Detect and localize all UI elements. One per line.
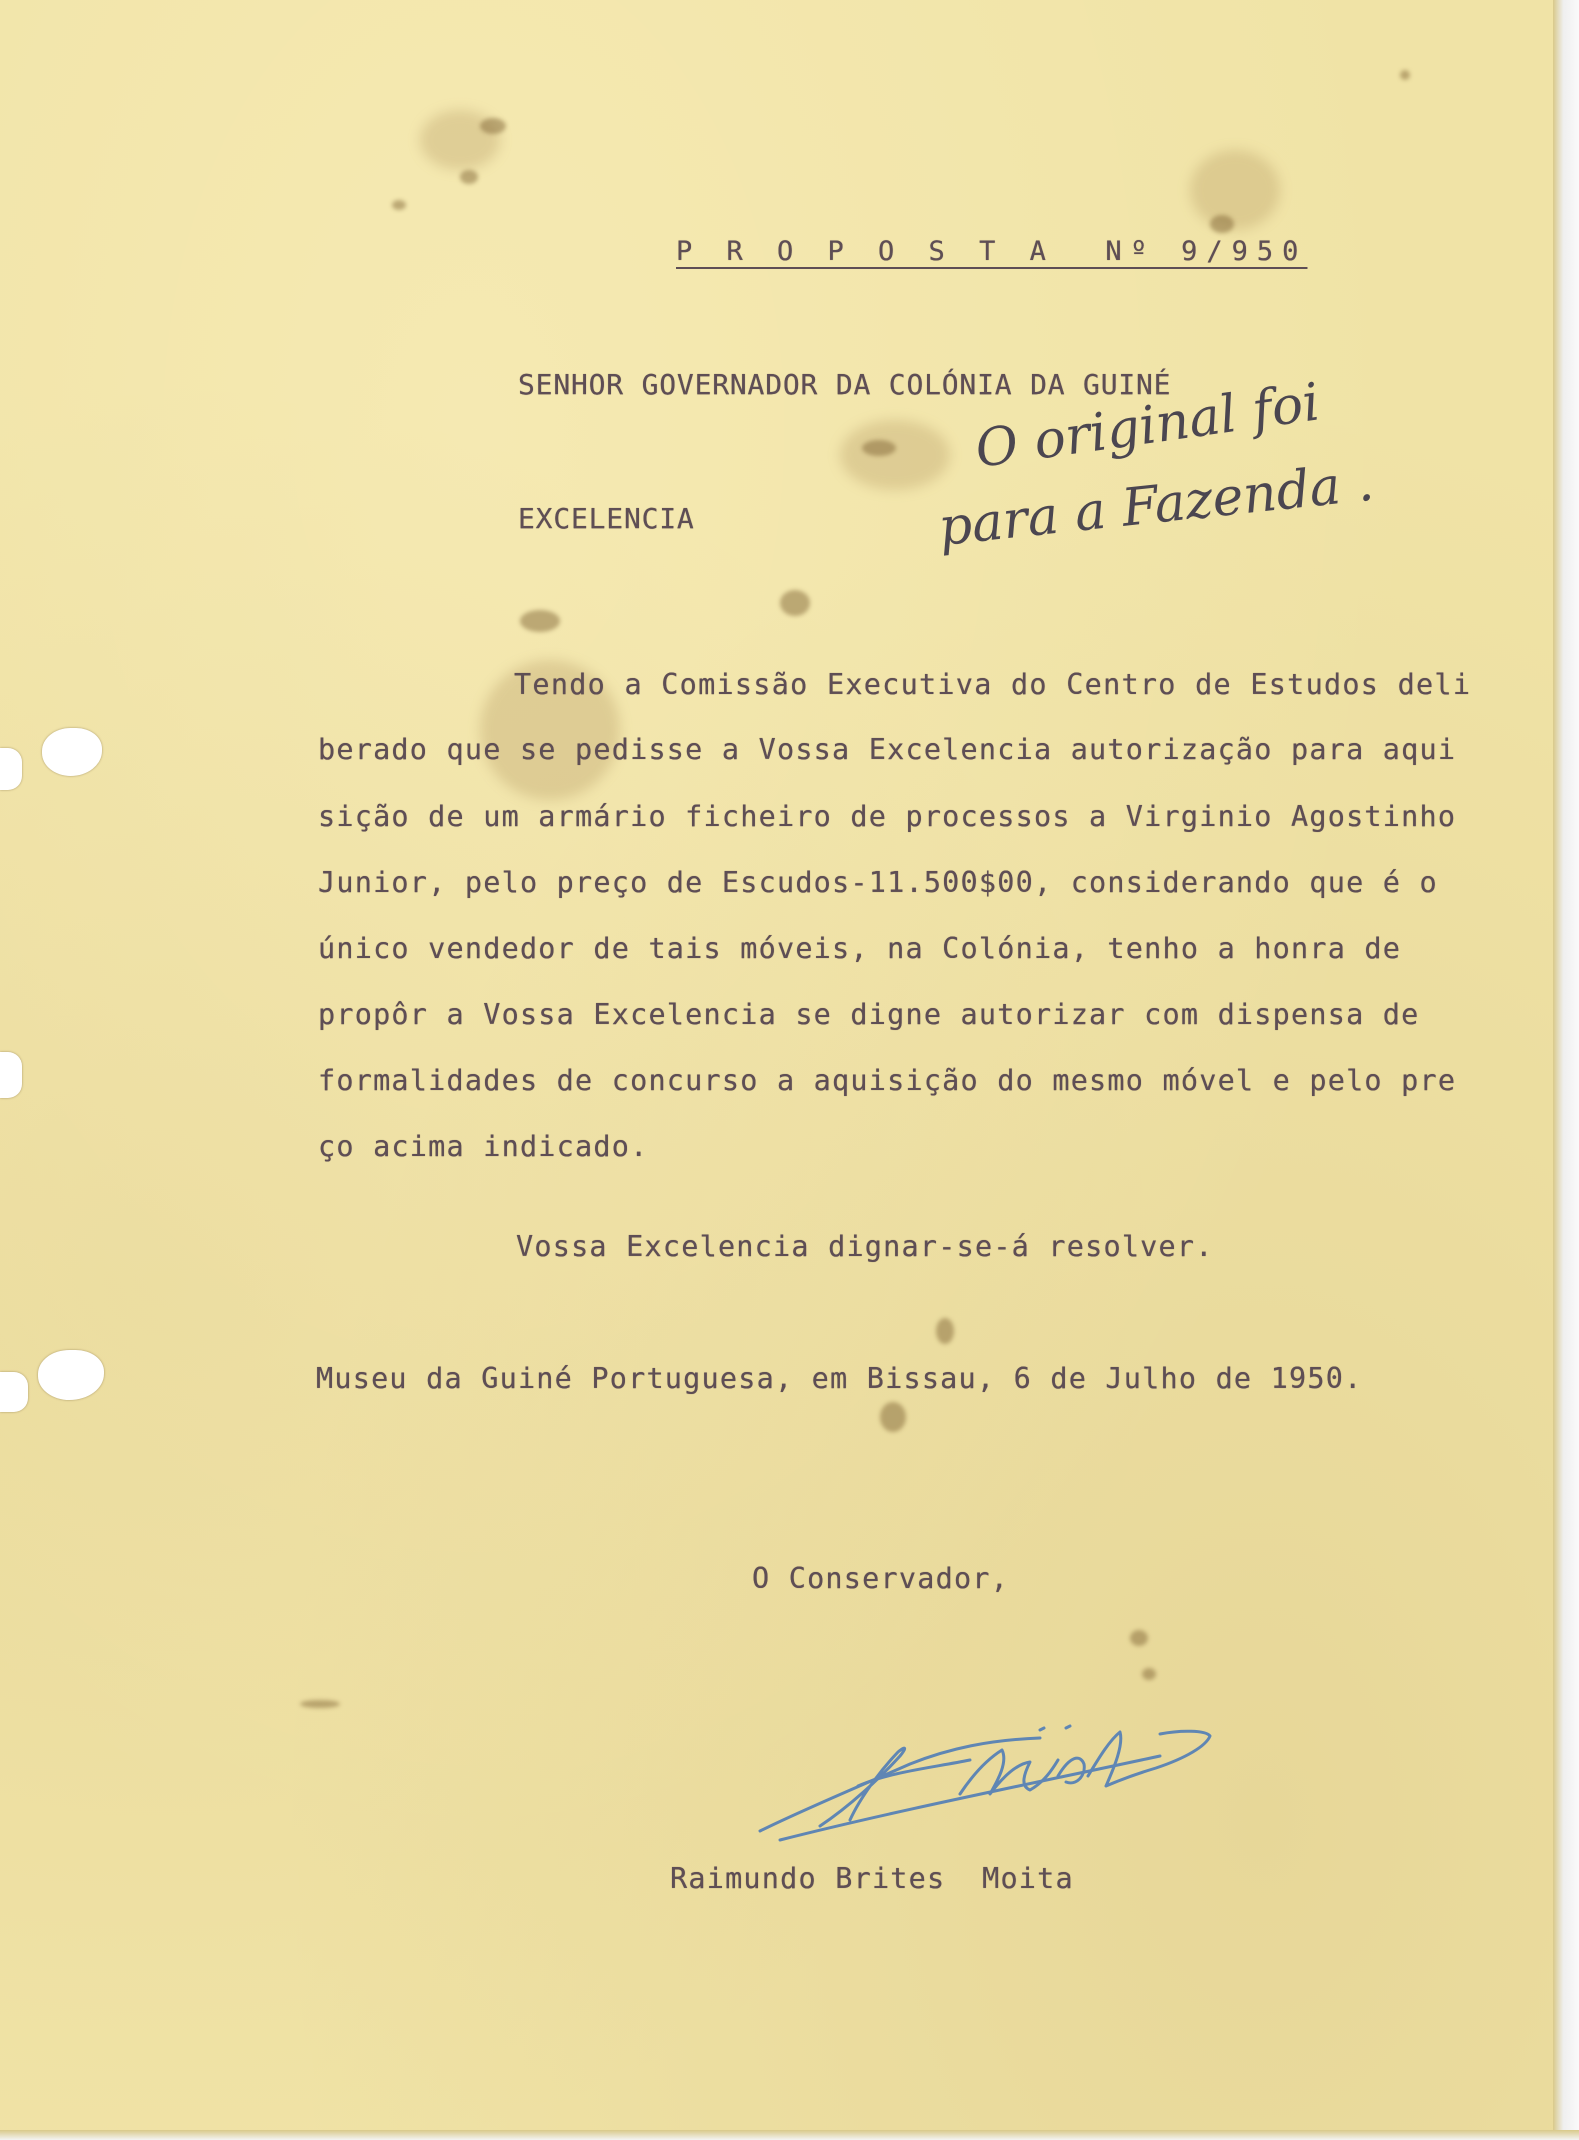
body-line-4: Junior, pelo preço de Escudos-11.500$00, considerando que é o [318, 866, 1438, 899]
stain [1400, 70, 1410, 80]
salutation: EXCELENCIA [518, 502, 695, 535]
punch-hole-edge-bottom [0, 1372, 28, 1412]
punch-hole-edge-middle [0, 1052, 22, 1098]
place-and-date: Museu da Guiné Portuguesa, em Bissau, 6 de Julho de 1950. [316, 1362, 1363, 1395]
stain [880, 1402, 906, 1432]
stain [840, 420, 950, 490]
stain [780, 590, 810, 616]
stain [1190, 150, 1280, 230]
stain [1130, 1630, 1148, 1646]
body-line-8: ço acima indicado. [318, 1130, 649, 1163]
addressee: SENHOR GOVERNADOR DA COLÓNIA DA GUINÉ [518, 368, 1172, 401]
stain [862, 440, 896, 456]
document-title: P R O P O S T A Nº 9/950 [676, 236, 1308, 267]
punch-hole-bottom [38, 1350, 104, 1400]
scan-edge-bottom [0, 2130, 1579, 2140]
stain [520, 610, 560, 632]
handwritten-signature [740, 1716, 1220, 1846]
body-line-3: sição de um armário ficheiro de processos a Virginio Agostinho [318, 800, 1457, 833]
body-line-1: Tendo a Comissão Executiva do Centro de Estudos deli [514, 668, 1472, 701]
body-line-6: propôr a Vossa Excelencia se digne autorizar com dispensa de [318, 998, 1420, 1031]
stain [460, 170, 478, 184]
stain [1142, 1668, 1156, 1680]
scan-edge-right [1553, 0, 1579, 2140]
body-line-2: berado que se pedisse a Vossa Excelencia autorização para aqui [318, 733, 1457, 766]
stain [480, 118, 506, 134]
stain [1210, 215, 1234, 233]
body-line-7: formalidades de concurso a aquisição do mesmo móvel e pelo pre [318, 1064, 1457, 1097]
handwritten-note-line-1: O original foi [971, 372, 1324, 480]
body-line-5: único vendedor de tais móveis, na Colónia, tenho a honra de [318, 932, 1402, 965]
stain [392, 200, 406, 210]
signatory-role: O Conservador, [752, 1562, 1010, 1595]
handwritten-note-line-2: para a Fazenda . [935, 452, 1377, 558]
stain [300, 1700, 340, 1708]
signatory-name: Raimundo Brites Moita [670, 1862, 1074, 1895]
closing-request: Vossa Excelencia dignar-se-á resolver. [516, 1230, 1214, 1263]
punch-hole-top [42, 728, 102, 776]
stain [936, 1318, 954, 1344]
punch-hole-edge-top [0, 748, 22, 790]
